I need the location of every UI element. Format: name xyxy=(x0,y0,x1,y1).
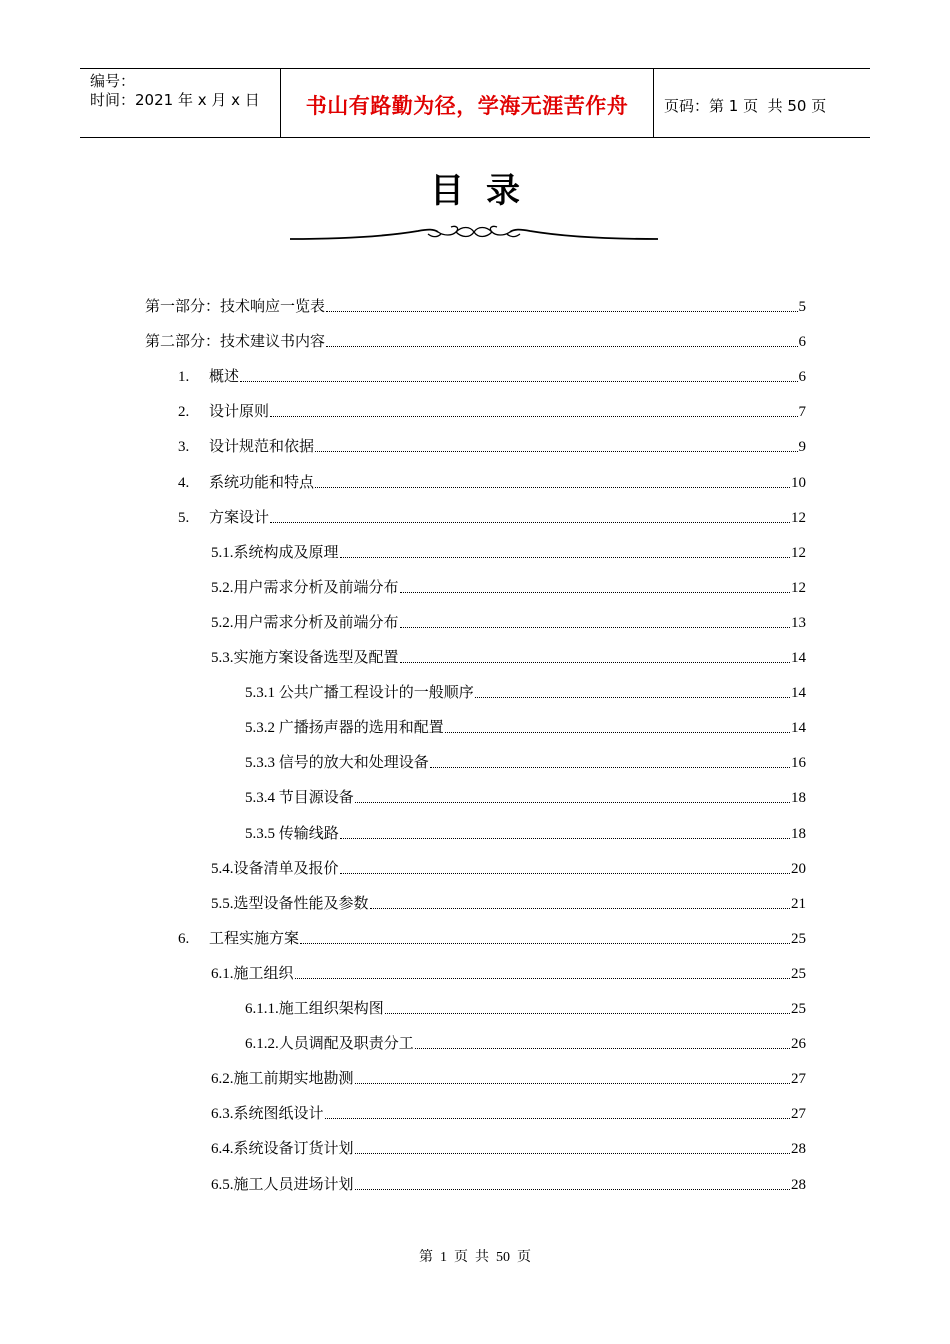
header-page-info: 页码：第 1 页 共 50 页 xyxy=(664,96,827,115)
toc-entry[interactable] xyxy=(211,646,806,668)
toc-entry-number: 3. xyxy=(178,439,190,456)
toc-entry-label: 工程实施方案 xyxy=(209,930,300,947)
toc-leader-dots xyxy=(270,521,790,523)
toc-entry[interactable] xyxy=(245,1032,806,1054)
page-header xyxy=(80,68,870,138)
toc-leader-dots xyxy=(355,1188,790,1190)
toc-leader-dots xyxy=(445,731,790,733)
toc-leader-dots xyxy=(340,872,790,874)
toc-entry[interactable] xyxy=(145,927,806,949)
toc-leader-dots xyxy=(385,1012,790,1014)
toc-leader-dots xyxy=(340,556,790,558)
toc-leader-dots xyxy=(295,977,790,979)
toc-entry[interactable] xyxy=(145,435,806,457)
toc-entry-page: 14 xyxy=(791,685,806,702)
toc-entry[interactable] xyxy=(211,1173,806,1195)
toc-entry-page: 18 xyxy=(791,790,806,807)
toc-entry-label: 6.1.1.施工组织架构图 xyxy=(245,1001,384,1017)
toc-entry-label: 5.3.实施方案设备选型及配置 xyxy=(211,650,399,666)
toc-entry-page: 14 xyxy=(791,650,806,666)
toc-leader-dots xyxy=(355,1082,790,1084)
toc-entry-page: 12 xyxy=(791,544,806,561)
toc-entry-page: 27 xyxy=(791,1106,806,1123)
toc-entry-page: 13 xyxy=(791,614,806,631)
toc-entry[interactable] xyxy=(211,1102,806,1124)
toc-entry[interactable] xyxy=(145,506,806,528)
toc-leader-dots xyxy=(475,696,790,698)
toc-entry-page: 25 xyxy=(791,1001,806,1017)
toc-leader-dots xyxy=(325,1117,790,1119)
toc-entry-page: 20 xyxy=(791,860,806,877)
toc-entry-number: 2. xyxy=(178,404,190,421)
toc-entry-page: 6 xyxy=(798,334,806,351)
toc-entry[interactable] xyxy=(211,611,806,633)
toc-entry-label: 5.5.选型设备性能及参数 xyxy=(211,895,369,912)
toc-entry-label: 设计规范和依据 xyxy=(209,439,315,456)
header-time-label: 时间：2021 年 x 月 x 日 xyxy=(90,91,260,109)
toc-entry-label: 5.4.设备清单及报价 xyxy=(211,860,339,877)
toc-entry-label: 6.1.2.人员调配及职责分工 xyxy=(245,1036,414,1053)
toc-leader-dots xyxy=(355,801,790,803)
toc-leader-dots xyxy=(315,486,790,488)
toc-entry[interactable] xyxy=(211,857,806,879)
toc-leader-dots xyxy=(400,626,790,628)
title-ornament xyxy=(288,222,660,248)
toc-entry-page: 25 xyxy=(791,930,806,947)
toc-entry-label: 5.1.系统构成及原理 xyxy=(211,544,339,561)
page-footer xyxy=(0,1246,950,1266)
toc-entry-page: 28 xyxy=(791,1141,806,1158)
toc-entry-label: 系统功能和特点 xyxy=(209,474,315,491)
toc-entry[interactable] xyxy=(211,1137,806,1159)
toc-entry-label: 6.3.系统图纸设计 xyxy=(211,1106,324,1123)
toc-leader-dots xyxy=(355,1152,790,1154)
toc-entry-page: 6 xyxy=(798,369,806,386)
toc-entry-label: 设计原则 xyxy=(209,404,270,421)
toc-entry-label: 5.3.2 广播扬声器的选用和配置 xyxy=(245,720,444,737)
toc-leader-dots xyxy=(315,450,797,452)
toc-entry[interactable] xyxy=(211,541,806,563)
toc-entry-page: 27 xyxy=(791,1071,806,1088)
header-meta xyxy=(80,69,280,137)
toc-entry-label: 5.2.用户需求分析及前端分布 xyxy=(211,614,399,631)
toc-entry-label: 5.3.1 公共广播工程设计的一般顺序 xyxy=(245,685,474,702)
toc-entry-page: 5 xyxy=(798,299,806,315)
footer-page-number: 第 1 页 共 50 页 xyxy=(419,1250,531,1265)
toc-entry[interactable] xyxy=(245,997,806,1019)
toc-entry-page: 9 xyxy=(798,439,806,456)
toc-entry[interactable] xyxy=(245,716,806,738)
toc-leader-dots xyxy=(400,591,790,593)
toc-entry-page: 16 xyxy=(791,755,806,772)
toc-entry-label: 5.3.3 信号的放大和处理设备 xyxy=(245,755,429,772)
toc-entry-label: 第一部分：技术响应一览表 xyxy=(145,299,326,315)
header-motto: 书山有路勤为径，学海无涯苦作舟 xyxy=(280,69,654,137)
toc-entry[interactable] xyxy=(145,471,806,493)
toc-entry-label: 6.1.施工组织 xyxy=(211,965,294,982)
toc-entry[interactable] xyxy=(245,786,806,808)
toc-entry[interactable] xyxy=(211,892,806,914)
toc-entry-page: 7 xyxy=(798,404,806,421)
toc-entry[interactable] xyxy=(245,681,806,703)
toc-entry-number: 1. xyxy=(178,369,190,386)
toc-leader-dots xyxy=(270,415,797,417)
toc-entry-label: 第二部分：技术建议书内容 xyxy=(145,334,326,351)
toc-entry[interactable] xyxy=(211,962,806,984)
toc-entry-number: 5. xyxy=(178,509,190,526)
toc-entry[interactable] xyxy=(245,822,806,844)
toc-entry-page: 10 xyxy=(791,474,806,491)
toc-entry[interactable] xyxy=(211,576,806,598)
toc-entry-page: 26 xyxy=(791,1036,806,1053)
toc-entry-page: 28 xyxy=(791,1176,806,1193)
toc-entry-number: 4. xyxy=(178,474,190,491)
toc-entry-label: 方案设计 xyxy=(209,509,270,526)
toc-entry[interactable] xyxy=(145,365,806,387)
toc-leader-dots xyxy=(326,345,797,347)
toc-entry[interactable] xyxy=(245,751,806,773)
toc-leader-dots xyxy=(415,1047,790,1049)
toc-entry-label: 5.2.用户需求分析及前端分布 xyxy=(211,579,399,596)
toc-entry-page: 14 xyxy=(791,720,806,737)
toc-entry[interactable] xyxy=(145,400,806,422)
toc-leader-dots xyxy=(400,661,790,663)
toc-entry-label: 概述 xyxy=(209,369,240,386)
toc-entry-label: 6.2.施工前期实地勘测 xyxy=(211,1071,354,1088)
toc-leader-dots xyxy=(326,310,797,312)
toc-entry-label: 6.5.施工人员进场计划 xyxy=(211,1176,354,1193)
toc-entry[interactable] xyxy=(211,1067,806,1089)
toc-leader-dots xyxy=(430,766,790,768)
toc-entry-label: 6.4.系统设备订货计划 xyxy=(211,1141,354,1158)
toc-entry[interactable] xyxy=(145,330,806,352)
toc-entry-label: 5.3.5 传输线路 xyxy=(245,825,339,842)
header-number-label: 编号： xyxy=(90,72,136,90)
header-page-info-cell xyxy=(654,69,870,137)
toc-entry-page: 25 xyxy=(791,965,806,982)
page-title: 目录 xyxy=(430,171,542,211)
toc-entry[interactable] xyxy=(145,295,806,317)
toc-leader-dots xyxy=(340,837,790,839)
toc-entry-page: 12 xyxy=(791,509,806,526)
toc-entry-label: 5.3.4 节目源设备 xyxy=(245,790,354,807)
toc-leader-dots xyxy=(300,942,790,944)
toc-leader-dots xyxy=(240,380,797,382)
toc-entry-page: 12 xyxy=(791,579,806,596)
toc-entry-page: 21 xyxy=(791,895,806,912)
toc-entry-page: 18 xyxy=(791,825,806,842)
toc-leader-dots xyxy=(370,907,790,909)
toc-entry-number: 6. xyxy=(178,930,190,947)
